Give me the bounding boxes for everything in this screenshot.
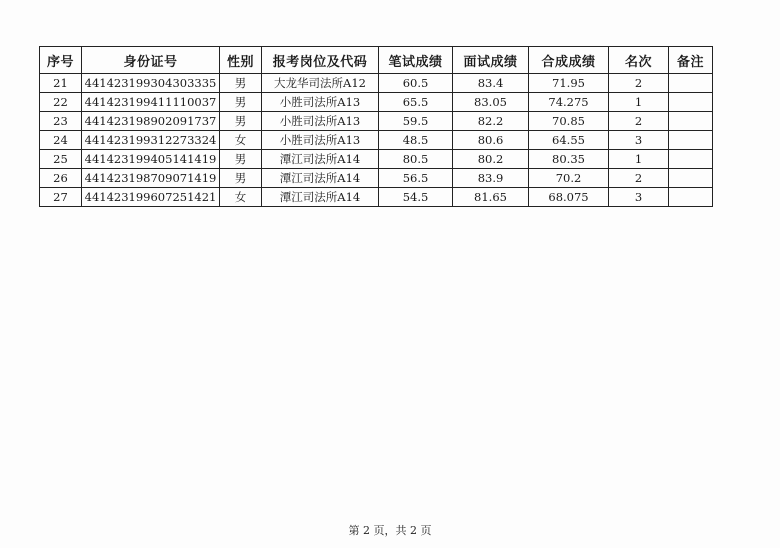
score-table: [39, 46, 713, 207]
cell-remark: [669, 131, 713, 150]
cell-gender: 男: [220, 150, 262, 169]
header-written: 笔试成绩: [379, 47, 453, 74]
cell-remark: [669, 188, 713, 207]
cell-id: 441423199312273324: [82, 131, 220, 150]
cell-interview: 81.65: [453, 188, 529, 207]
cell-rank: 2: [609, 74, 669, 93]
cell-gender: 男: [220, 112, 262, 131]
cell-no: 25: [40, 150, 82, 169]
cell-total: 70.85: [529, 112, 609, 131]
header-remark: 备注: [669, 47, 713, 74]
cell-remark: [669, 150, 713, 169]
table-row: [40, 150, 713, 169]
cell-interview: 83.9: [453, 169, 529, 188]
cell-written: 80.5: [379, 150, 453, 169]
cell-written: 59.5: [379, 112, 453, 131]
cell-interview: 83.4: [453, 74, 529, 93]
table-row: [40, 93, 713, 112]
cell-written: 54.5: [379, 188, 453, 207]
cell-written: 65.5: [379, 93, 453, 112]
table-header-row: [40, 47, 713, 74]
cell-post: 潭江司法所A14: [262, 169, 379, 188]
cell-interview: 83.05: [453, 93, 529, 112]
header-total: 合成成绩: [529, 47, 609, 74]
cell-total: 64.55: [529, 131, 609, 150]
cell-rank: 3: [609, 188, 669, 207]
cell-written: 60.5: [379, 74, 453, 93]
cell-post: 小胜司法所A13: [262, 131, 379, 150]
cell-gender: 男: [220, 74, 262, 93]
cell-rank: 2: [609, 112, 669, 131]
cell-rank: 3: [609, 131, 669, 150]
header-post: 报考岗位及代码: [262, 47, 379, 74]
table-row: [40, 188, 713, 207]
table-row: [40, 131, 713, 150]
cell-remark: [669, 93, 713, 112]
cell-rank: 1: [609, 93, 669, 112]
cell-remark: [669, 112, 713, 131]
cell-no: 22: [40, 93, 82, 112]
cell-rank: 1: [609, 150, 669, 169]
cell-total: 70.2: [529, 169, 609, 188]
table-row: [40, 112, 713, 131]
page-number-footer: 第 2 页，共 2 页: [348, 524, 432, 537]
cell-total: 74.275: [529, 93, 609, 112]
header-id: 身份证号: [82, 47, 220, 74]
cell-id: 441423199411110037: [82, 93, 220, 112]
cell-no: 21: [40, 74, 82, 93]
cell-interview: 80.6: [453, 131, 529, 150]
table-row: [40, 169, 713, 188]
cell-post: 潭江司法所A14: [262, 188, 379, 207]
cell-post: 潭江司法所A14: [262, 150, 379, 169]
cell-interview: 82.2: [453, 112, 529, 131]
cell-post: 大龙华司法所A12: [262, 74, 379, 93]
cell-post: 小胜司法所A13: [262, 93, 379, 112]
header-rank: 名次: [609, 47, 669, 74]
table-row: [40, 74, 713, 93]
cell-written: 48.5: [379, 131, 453, 150]
cell-total: 71.95: [529, 74, 609, 93]
cell-written: 56.5: [379, 169, 453, 188]
cell-remark: [669, 74, 713, 93]
cell-no: 26: [40, 169, 82, 188]
header-interview: 面试成绩: [453, 47, 529, 74]
cell-post: 小胜司法所A13: [262, 112, 379, 131]
cell-id: 441423199405141419: [82, 150, 220, 169]
header-no: 序号: [40, 47, 82, 74]
cell-interview: 80.2: [453, 150, 529, 169]
header-gender: 性别: [220, 47, 262, 74]
cell-no: 23: [40, 112, 82, 131]
cell-id: 441423199607251421: [82, 188, 220, 207]
cell-total: 68.075: [529, 188, 609, 207]
cell-rank: 2: [609, 169, 669, 188]
cell-no: 27: [40, 188, 82, 207]
cell-gender: 女: [220, 131, 262, 150]
cell-total: 80.35: [529, 150, 609, 169]
cell-remark: [669, 169, 713, 188]
cell-no: 24: [40, 131, 82, 150]
cell-id: 441423199304303335: [82, 74, 220, 93]
cell-id: 441423198709071419: [82, 169, 220, 188]
cell-id: 441423198902091737: [82, 112, 220, 131]
cell-gender: 女: [220, 188, 262, 207]
cell-gender: 男: [220, 93, 262, 112]
cell-gender: 男: [220, 169, 262, 188]
